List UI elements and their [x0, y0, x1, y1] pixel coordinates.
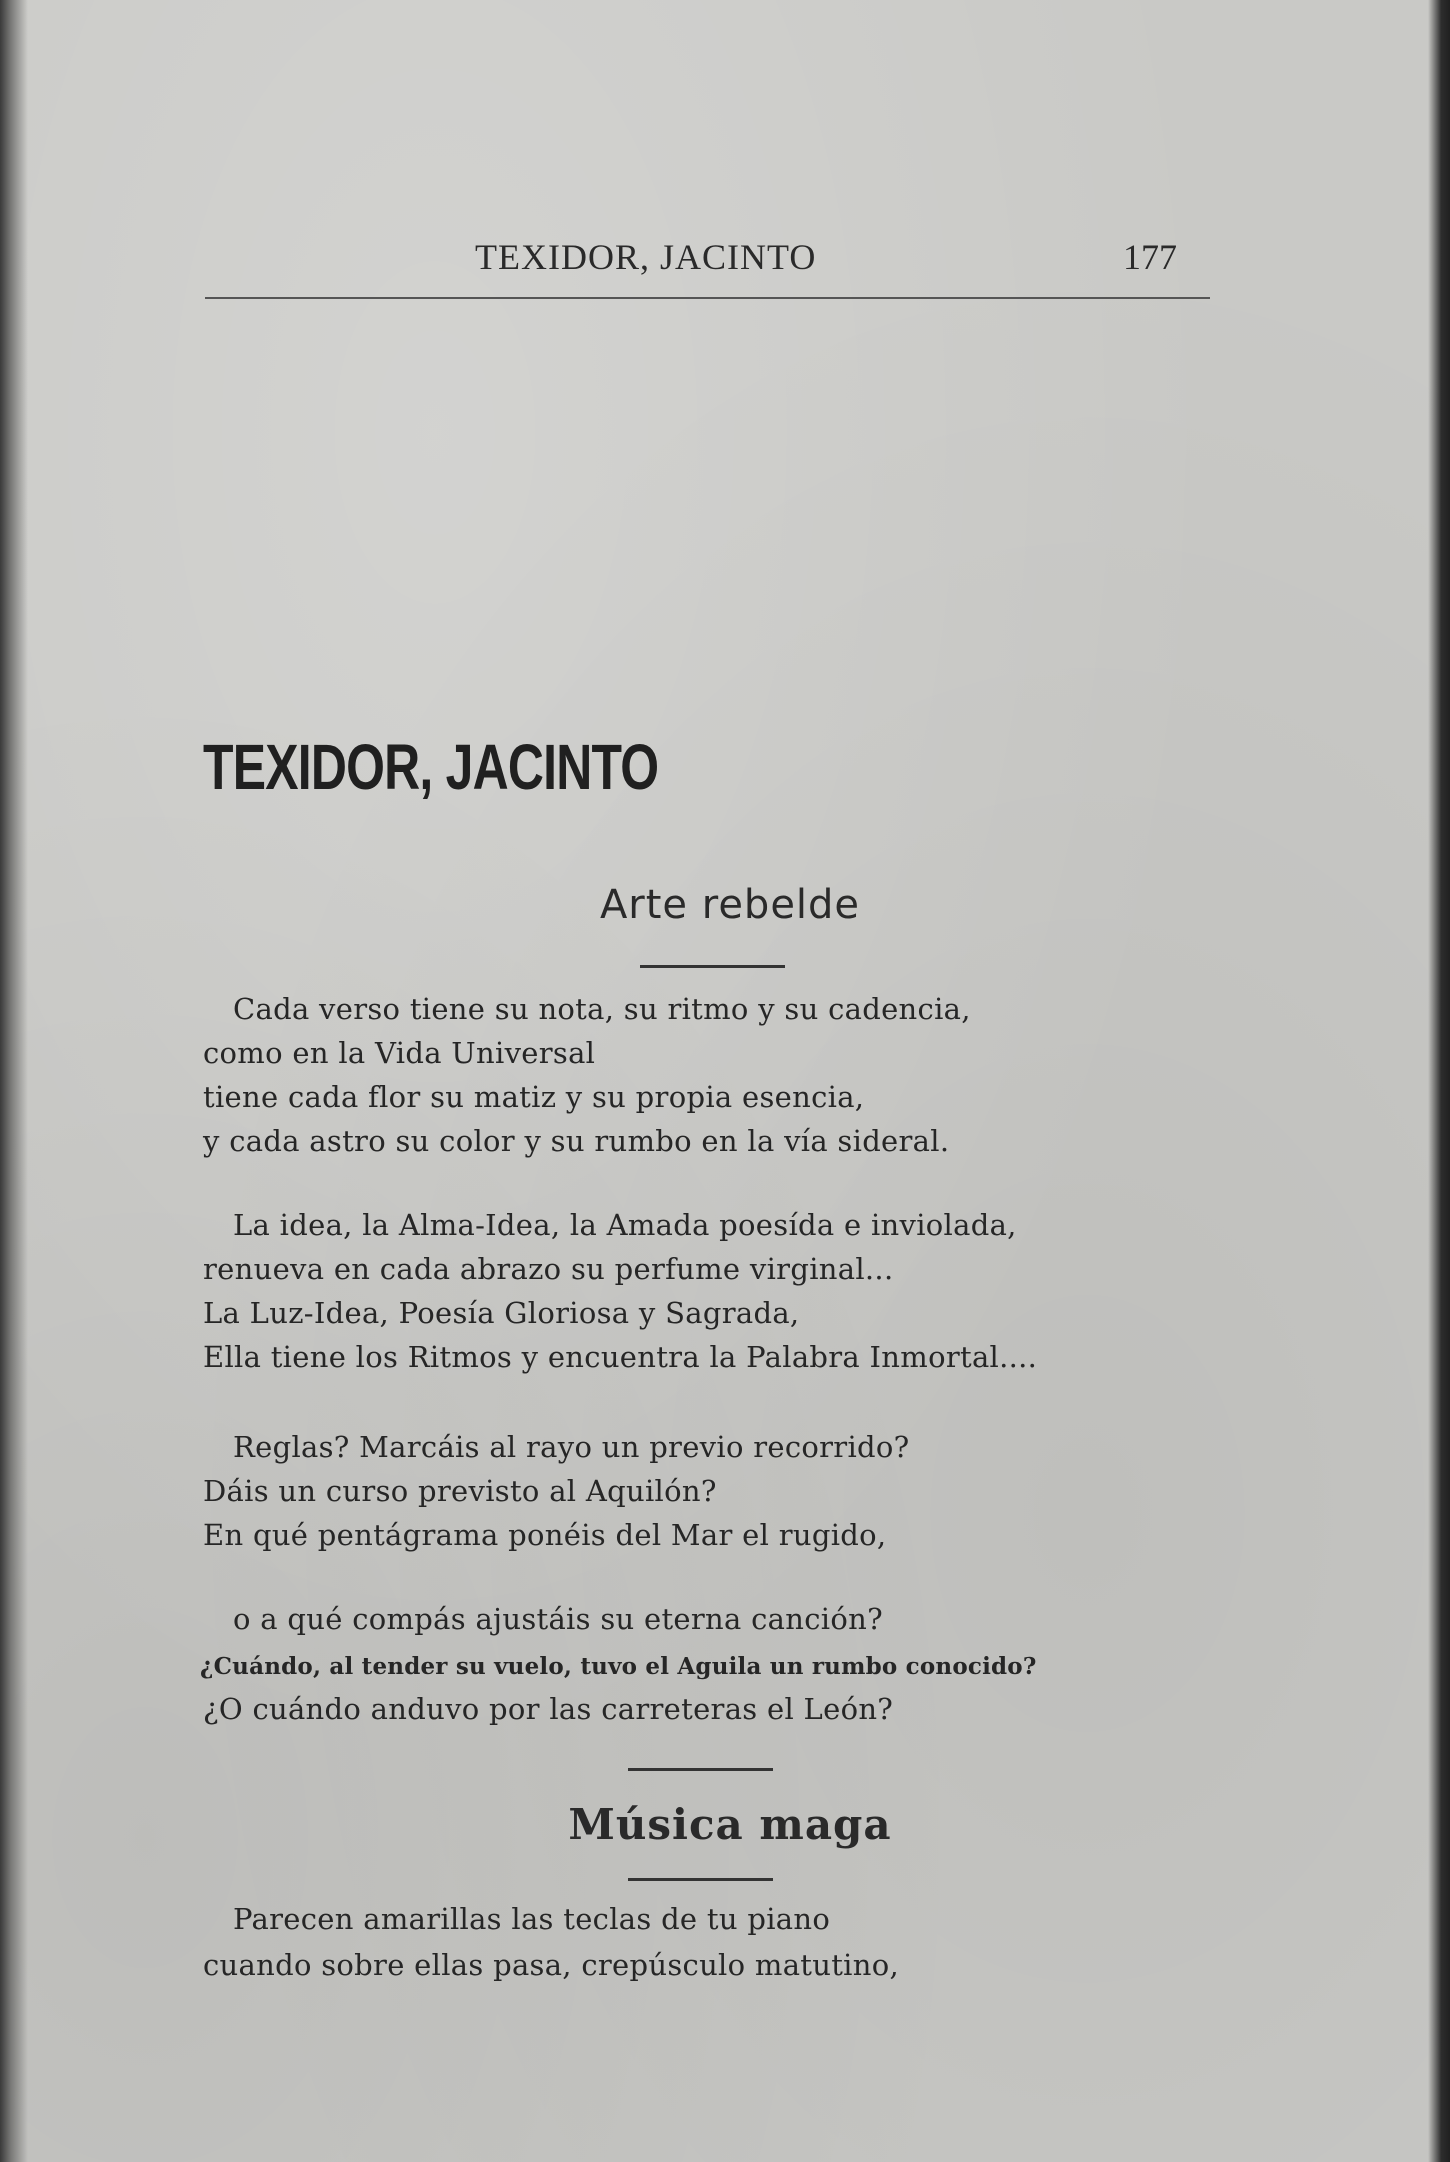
poem-title-arte-rebelde: Arte rebelde — [599, 882, 861, 928]
verse-line: En qué pentágrama ponéis del Mar el rugido, — [203, 1518, 887, 1552]
verse-line: Ella tiene los Ritmos y encuentra la Palabra Inmortal.... — [203, 1340, 1038, 1374]
verse-line: Dáis un curso previsto al Aquilón? — [203, 1474, 717, 1508]
running-head — [205, 236, 1205, 296]
verse-line: tiene cada flor su matiz y su propia esencia, — [203, 1080, 865, 1114]
verse-line: Reglas? Marcáis al rayo un previo recorrido? — [233, 1430, 910, 1464]
verse-line: como en la Vida Universal — [203, 1036, 596, 1070]
verse-line: La Luz-Idea, Poesía Gloriosa y Sagrada, — [203, 1296, 800, 1330]
verse-line: Parecen amarillas las teclas de tu piano — [233, 1902, 831, 1936]
verse-line: ¿Cuándo, al tender su vuelo, tuvo el Aguila un rumbo conocido? — [200, 1653, 1037, 1680]
header-rule — [205, 297, 1210, 299]
verse-line: ¿O cuándo anduvo por las carreteras el León? — [203, 1692, 894, 1726]
author-heading: TEXIDOR, JACINTO — [203, 731, 659, 803]
verse-line: Cada verso tiene su nota, su ritmo y su cadencia, — [233, 992, 971, 1026]
verse-line: cuando sobre ellas pasa, crepúsculo matutino, — [203, 1948, 900, 1982]
title-rule — [640, 965, 785, 968]
verse-line: o a qué compás ajustáis su eterna canción? — [233, 1602, 883, 1636]
verse-line: La idea, la Alma-Idea, la Amada poesída e inviolada, — [233, 1208, 1017, 1242]
page-number: 177 — [1123, 237, 1177, 277]
verse-line: y cada astro su color y su rumbo en la vía sideral. — [203, 1124, 950, 1158]
poem-title-musica-maga: Música maga — [568, 1800, 892, 1849]
verse-line: renueva en cada abrazo su perfume virginal... — [203, 1252, 894, 1286]
title-rule — [628, 1878, 773, 1881]
section-rule — [628, 1768, 773, 1771]
running-head-title: TEXIDOR, JACINTO — [475, 237, 817, 277]
